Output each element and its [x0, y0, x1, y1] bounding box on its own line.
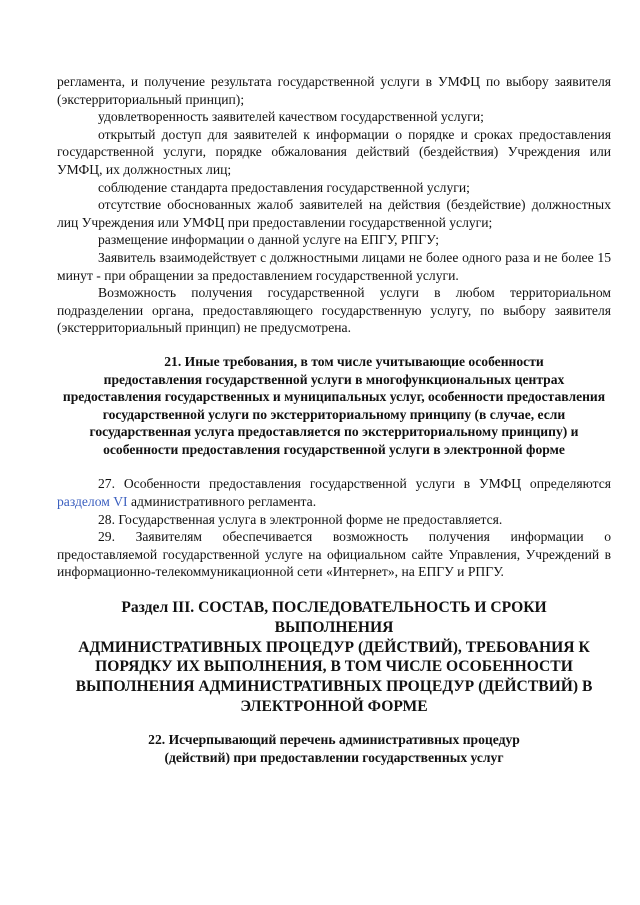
- paragraph-continuation: регламента, и получение результата государственной услуги в УМФЦ по выбору заявителя (экстерриториальный принцип);: [57, 74, 611, 107]
- paragraph-interaction-limit: Заявитель взаимодействует с должностными лицами не более одного раза и не более 15 минут - при обращении за предоставлением государственной услуги.: [57, 249, 611, 283]
- paragraph-no-complaints: отсутствие обоснованных жалоб заявителей на действия (бездействие) должностных лиц Учреждения или УМФЦ при предоставлении государственной услуги;: [57, 197, 611, 230]
- part-3-heading-line3: АДМИНИСТРАТИВНЫХ ПРОЦЕДУР (ДЕЙСТВИЙ), ТРЕБОВАНИЯ К: [78, 638, 590, 656]
- part-3-heading: [57, 598, 611, 717]
- paragraph-satisfaction: удовлетворенность заявителей качеством государственной услуги;: [98, 109, 484, 125]
- part-3-heading-line4: ПОРЯДКУ ИХ ВЫПОЛНЕНИЯ, В ТОМ ЧИСЛЕ ОСОБЕННОСТИ: [95, 658, 573, 676]
- paragraph-27: [57, 475, 611, 510]
- paragraph-extraterritorial: Возможность получения государственной услуги в любом территориальном подразделении органа, предоставляющего государственную услугу, по выбору заявителя (экстерриториальный принцип) не предусмотрена.: [57, 285, 611, 336]
- spacer: [57, 581, 611, 598]
- part-3-heading-line5: ВЫПОЛНЕНИЯ АДМИНИСТРАТИВНЫХ ПРОЦЕДУР (ДЕЙСТВИЙ) В: [75, 678, 593, 696]
- paragraph-27-text-after: административного регламента.: [127, 494, 317, 510]
- spacer: [57, 458, 611, 475]
- section-22-heading-line1: 22. Исчерпывающий перечень административных процедур: [148, 731, 520, 747]
- paragraph-open-access: открытый доступ для заявителей к информации о порядке и сроках предоставления государственной услуги, порядке обжалования действий (бездействия) Учреждения или УМФЦ, их должностных лиц;: [57, 126, 611, 177]
- section-22-heading-line2: (действий) при предоставлении государственных услуг: [164, 750, 504, 766]
- paragraph-standard-compliance: соблюдение стандарта предоставления государственной услуги;: [98, 179, 470, 195]
- paragraph-28: 28. Государственная услуга в электронной форме не предоставляется.: [98, 511, 503, 527]
- part-3-heading-line6: ЭЛЕКТРОННОЙ ФОРМЕ: [240, 698, 428, 716]
- section-21-heading-line1: 21. Иные требования, в том числе учитывающие особенности: [164, 353, 544, 369]
- paragraph-info-placement: размещение информации о данной услуге на ЕПГУ, РПГУ;: [98, 232, 440, 248]
- section-21-heading: [57, 353, 611, 459]
- section-vi-link[interactable]: разделом VI: [57, 494, 128, 510]
- paragraph-29: 29. Заявителям обеспечивается возможность получения информации о предоставляемой государственной услуге на официальном сайте Управления, Учреждений в информационно-телекоммуникационной сети «Интернет», на ЕПГУ и РПГУ.: [57, 529, 611, 580]
- section-21-heading-rest: предоставления государственной услуги в многофункциональных центрах предоставления государственных и муниципальных услуг, особенности предоставления государственной услуги по экстерриториальному принципу (в случае, если государственная услуга предоставляется по экстерриториальному принципу) и особенности предоставления государственной услуги в электронной форме: [62, 371, 606, 457]
- section-22-heading: [57, 731, 611, 768]
- part-3-heading-line2: ВЫПОЛНЕНИЯ: [274, 618, 394, 636]
- document-page: [57, 73, 611, 768]
- part-3-heading-line1: Раздел III. СОСТАВ, ПОСЛЕДОВАТЕЛЬНОСТЬ И СРОКИ: [121, 599, 547, 617]
- paragraph-27-text-before: 27. Особенности предоставления государственной услуги в УМФЦ определяются: [98, 476, 611, 492]
